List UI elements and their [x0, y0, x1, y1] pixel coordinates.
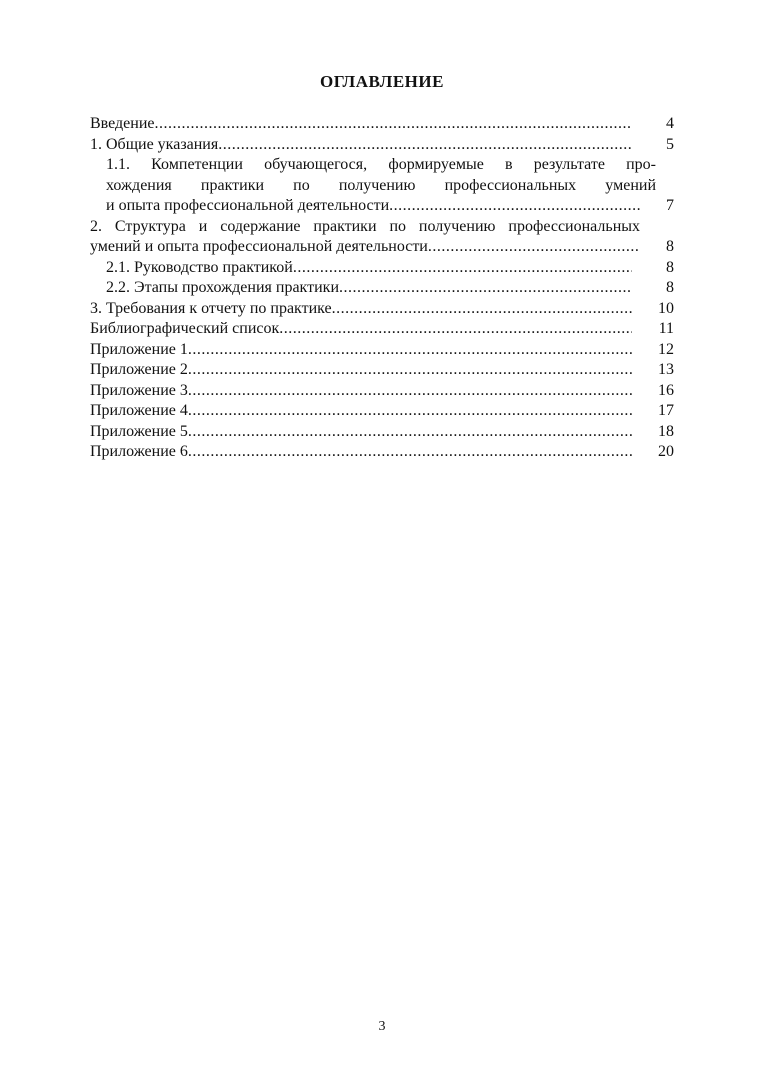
toc-entry-line: хождения практики по получению профессиональных умений [106, 176, 656, 194]
dot-leader [155, 114, 633, 135]
dot-leader [279, 319, 632, 340]
toc-entry-section-1-1 [90, 155, 674, 217]
toc-entry-section-2-2 [90, 278, 674, 299]
toc-entry-label: умений и опыта профессиональной деятельности [90, 238, 428, 255]
dot-leader [188, 422, 632, 443]
toc-entry-bibliography [90, 319, 674, 340]
toc-page-number: 12 [658, 340, 674, 358]
dot-leader [188, 360, 632, 381]
toc-entry-last-line [90, 237, 640, 258]
page-footer-number: 3 [378, 1019, 386, 1034]
toc-entry-label: Введение [90, 115, 155, 132]
toc-entry-label: 3. Требования к отчету по практике [90, 299, 332, 317]
toc-entry-label: Приложение 2 [90, 361, 188, 378]
toc-page-number: 16 [658, 381, 674, 399]
toc-page-number: 20 [658, 443, 674, 460]
dot-leader [332, 299, 632, 320]
dot-leader [293, 258, 632, 279]
toc-entry-appendix-1 [90, 340, 674, 361]
toc-entry-appendix-3 [90, 381, 674, 402]
toc-entry-appendix-6 [90, 442, 674, 463]
dot-leader [428, 237, 640, 258]
table-of-contents [90, 114, 674, 463]
toc-entry-section-3 [90, 299, 674, 320]
toc-entry-label: Приложение 3 [90, 381, 188, 399]
toc-page-number: 8 [666, 238, 674, 255]
dot-leader [188, 442, 632, 463]
toc-page-number: 11 [658, 320, 674, 337]
toc-page-number: 8 [666, 279, 674, 296]
toc-page-number: 8 [666, 258, 674, 276]
toc-entry-label: Приложение 5 [90, 422, 188, 440]
toc-entry-section-2-1 [90, 258, 674, 279]
toc-entry-appendix-4 [90, 401, 674, 422]
dot-leader [188, 401, 632, 422]
toc-entry-label: Приложение 1 [90, 340, 188, 358]
toc-page-number: 7 [666, 197, 674, 214]
dot-leader [188, 340, 632, 361]
dot-leader [389, 196, 640, 217]
page-title: ОГЛАВЛЕНИЕ [320, 72, 444, 91]
toc-entry-section-1 [90, 135, 674, 156]
toc-page-number: 13 [658, 361, 674, 378]
toc-entry-label: и опыта профессиональной деятельности [106, 197, 390, 214]
toc-entry-line: 1.1. Компетенции обучающегося, формируемые в результате про- [106, 156, 656, 173]
toc-entry-section-2 [90, 217, 674, 258]
toc-entry-appendix-2 [90, 360, 674, 381]
toc-entry-intro [90, 114, 674, 135]
toc-entry-label: Приложение 4 [90, 402, 188, 419]
toc-entry-label: 2.2. Этапы прохождения практики [106, 279, 340, 296]
toc-entry-appendix-5 [90, 422, 674, 443]
toc-page-number: 18 [658, 422, 674, 440]
toc-page-number: 17 [658, 402, 674, 419]
dot-leader [188, 381, 632, 402]
toc-page-number: 4 [666, 115, 674, 132]
toc-page-number: 10 [658, 299, 674, 317]
toc-entry-last-line [106, 196, 640, 217]
toc-entry-line: 2. Структура и содержание практики по получению профессиональных [90, 217, 640, 235]
toc-page-number: 5 [666, 135, 674, 153]
toc-entry-label: 1. Общие указания [90, 135, 219, 153]
toc-entry-label: 2.1. Руководство практикой [106, 258, 293, 276]
toc-entry-label: Библиографический список [90, 320, 280, 337]
toc-entry-label: Приложение 6 [90, 443, 188, 460]
dot-leader [218, 135, 632, 156]
dot-leader [339, 278, 632, 299]
